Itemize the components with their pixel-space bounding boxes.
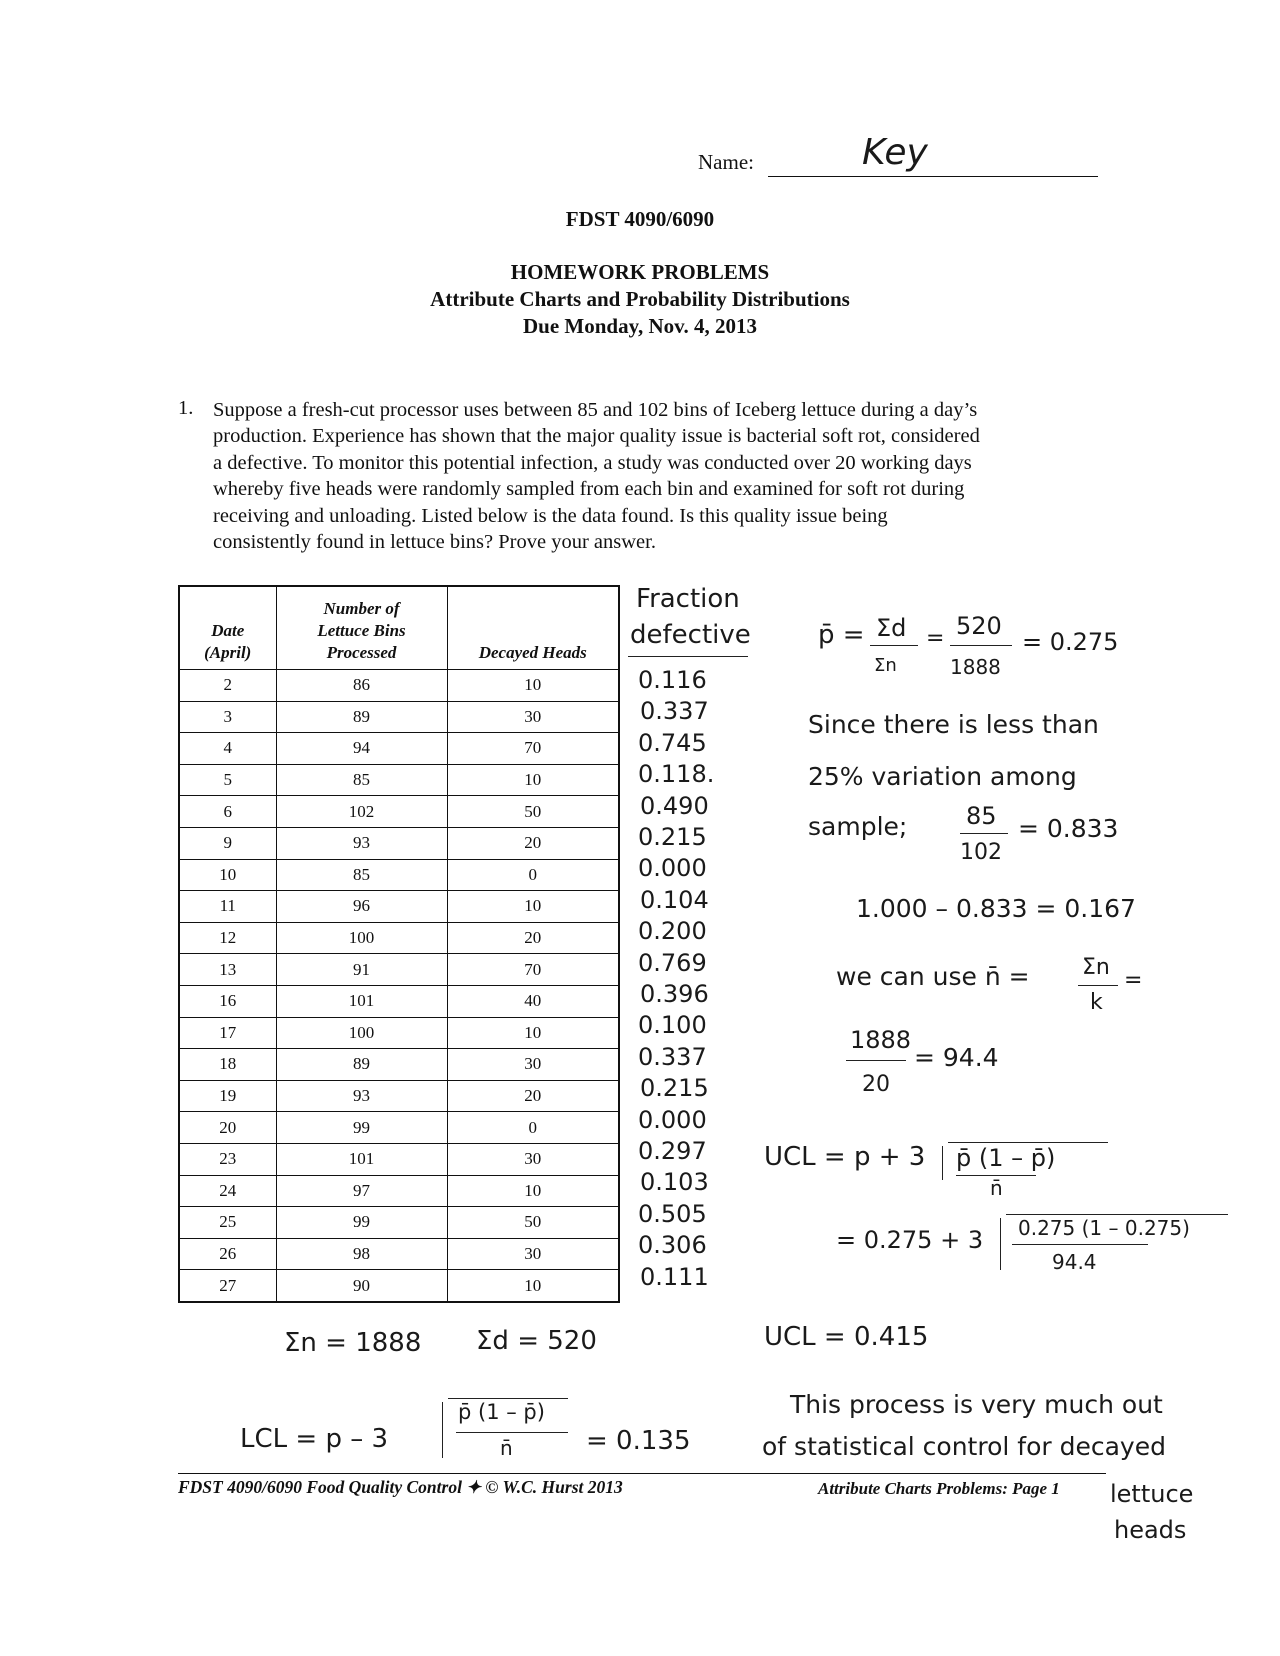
fraction-value: 0.111 (640, 1262, 709, 1291)
cell-date: 4 (179, 733, 276, 765)
fraction-value: 0.745 (638, 728, 707, 757)
pbar-num: Σd (876, 614, 907, 642)
table-row (179, 796, 619, 828)
radical-sign (942, 1146, 943, 1180)
cell-date: 5 (179, 764, 276, 796)
nbar-calc-den: 20 (862, 1072, 890, 1097)
fraction-value: 0.337 (638, 1042, 707, 1071)
table-row (179, 1112, 619, 1144)
problem-text (213, 397, 1113, 555)
fraction-value: 0.100 (638, 1011, 707, 1040)
fraction-value: 0.297 (638, 1137, 707, 1165)
cell-bins: 99 (276, 1112, 447, 1144)
header-bins (276, 586, 447, 670)
ratio-den: 102 (960, 840, 1002, 865)
cell-decayed: 50 (447, 796, 619, 828)
cell-date: 6 (179, 796, 276, 828)
cell-date: 3 (179, 701, 276, 733)
lcl-result: = 0.135 (586, 1426, 691, 1456)
table-row (179, 891, 619, 923)
ucl-label: UCL = p + 3 (764, 1142, 926, 1172)
fraction-bar (846, 1060, 906, 1061)
note-since-3: sample; (808, 812, 908, 841)
ucl-calc-prefix: = 0.275 + 3 (836, 1226, 984, 1254)
problem-line: Suppose a fresh-cut processor uses between 85 and 102 bins of Iceberg lettuce during a day’s (213, 399, 978, 421)
cell-bins: 89 (276, 701, 447, 733)
cell-bins: 85 (276, 764, 447, 796)
cell-decayed: 70 (447, 733, 619, 765)
equals-sign: = (1124, 968, 1143, 993)
cell-bins: 90 (276, 1270, 447, 1302)
pbar-lhs: p̄ = (818, 620, 865, 650)
ucl-calc-inner-num: 0.275 (1 – 0.275) (1018, 1216, 1190, 1240)
radical-bar (448, 1398, 568, 1399)
fraction-value: 0.505 (638, 1199, 707, 1228)
table-row (179, 985, 619, 1017)
table-row (179, 764, 619, 796)
cell-decayed: 30 (447, 1049, 619, 1081)
header-bins-line: Number of (323, 599, 400, 618)
fraction-header: defective (630, 620, 751, 650)
fraction-bar (1078, 985, 1118, 986)
cell-bins: 91 (276, 954, 447, 986)
fraction-value: 0.104 (640, 885, 709, 914)
fraction-value: 0.306 (638, 1231, 707, 1260)
table-row (179, 1175, 619, 1207)
use-nbar: we can use n̄ = (836, 962, 1030, 991)
header-date-line: (April) (204, 643, 252, 662)
cell-date: 9 (179, 827, 276, 859)
cell-decayed: 0 (447, 859, 619, 891)
cell-bins: 101 (276, 1143, 447, 1175)
table-row (179, 954, 619, 986)
table-row (179, 1080, 619, 1112)
cell-decayed: 20 (447, 1080, 619, 1112)
cell-decayed: 10 (447, 1175, 619, 1207)
cell-decayed: 10 (447, 891, 619, 923)
note-since-2: 25% variation among (808, 762, 1077, 791)
cell-decayed: 40 (447, 985, 619, 1017)
nbar-result: = 94.4 (914, 1043, 999, 1072)
fraction-value: 0.337 (640, 697, 709, 726)
homework-subtitle: Attribute Charts and Probability Distributions (430, 287, 850, 311)
ucl-inner-num: p̄ (1 – p̄) (956, 1144, 1056, 1172)
header-date (179, 586, 276, 670)
cell-date: 16 (179, 985, 276, 1017)
cell-date: 13 (179, 954, 276, 986)
table-row (179, 1017, 619, 1049)
cell-date: 19 (179, 1080, 276, 1112)
radical-bar (948, 1142, 1108, 1143)
ratio-result: = 0.833 (1018, 814, 1119, 843)
problem-line: whereby five heads were randomly sampled from each bin and examined for soft rot during (213, 478, 965, 501)
table-row (179, 670, 619, 702)
table-row (179, 733, 619, 765)
cell-date: 23 (179, 1143, 276, 1175)
header-decayed-line: Decayed Heads (478, 643, 587, 662)
equals-sign: = (926, 626, 945, 651)
sum-n: Σn = 1888 (284, 1328, 422, 1358)
fraction-value: 0.000 (638, 854, 707, 883)
fraction-value: 0.103 (640, 1168, 709, 1197)
fraction-header: Fraction (636, 584, 740, 614)
table-row (179, 827, 619, 859)
homework-title: HOMEWORK PROBLEMS (510, 260, 770, 284)
cell-bins: 101 (276, 985, 447, 1017)
table-body (179, 670, 619, 1302)
cell-bins: 86 (276, 670, 447, 702)
cell-decayed: 30 (447, 701, 619, 733)
cell-date: 17 (179, 1017, 276, 1049)
table-row (179, 1238, 619, 1270)
due-date: Due Monday, Nov. 4, 2013 (523, 314, 757, 338)
diff-line: 1.000 – 0.833 = 0.167 (856, 894, 1136, 923)
cell-bins: 100 (276, 1017, 447, 1049)
footer-rule (178, 1473, 1106, 1474)
cell-date: 18 (179, 1049, 276, 1081)
cell-decayed: 30 (447, 1143, 619, 1175)
data-table (178, 585, 620, 1303)
radical-sign (442, 1402, 443, 1458)
cell-date: 10 (179, 859, 276, 891)
cell-date: 12 (179, 922, 276, 954)
fraction-bar (870, 645, 918, 646)
name-value: Key (862, 132, 928, 173)
footer-right: Attribute Charts Problems: Page 1 (818, 1479, 1060, 1498)
nbar-den: k (1090, 990, 1103, 1015)
fraction-bar (950, 645, 1012, 646)
ratio-num: 85 (966, 802, 997, 830)
course-code: FDST 4090/6090 (565, 207, 715, 231)
cell-decayed: 10 (447, 764, 619, 796)
problem-line: consistently found in lettuce bins? Prove your answer. (213, 531, 656, 554)
lcl-inner-den: n̄ (500, 1436, 513, 1460)
nbar-calc-num: 1888 (850, 1026, 912, 1054)
table-row (179, 1270, 619, 1302)
header-bins-line: Lettuce Bins (317, 621, 406, 640)
name-line (768, 176, 1098, 177)
name-label: Name: (698, 150, 754, 174)
cell-decayed: 50 (447, 1207, 619, 1239)
cell-bins: 89 (276, 1049, 447, 1081)
fraction-value: 0.116 (638, 666, 707, 694)
pbar-den: Σn (874, 655, 897, 676)
cell-decayed: 20 (447, 922, 619, 954)
cell-decayed: 30 (447, 1238, 619, 1270)
fraction-value: 0.215 (640, 1074, 709, 1103)
table-row (179, 701, 619, 733)
conclusion-line: This process is very much out (790, 1390, 1163, 1419)
fraction-bar (960, 833, 1008, 834)
sum-d: Σd = 520 (476, 1326, 597, 1356)
cell-bins: 93 (276, 1080, 447, 1112)
cell-date: 25 (179, 1207, 276, 1239)
lcl-inner-num: p̄ (1 – p̄) (458, 1400, 545, 1424)
ucl-result: UCL = 0.415 (764, 1322, 929, 1352)
cell-decayed: 0 (447, 1112, 619, 1144)
lcl-label: LCL = p – 3 (240, 1424, 389, 1454)
footer-left: FDST 4090/6090 Food Quality Control ✦ © W.C. Hurst 2013 (178, 1477, 623, 1497)
header-decayed (447, 586, 619, 670)
cell-date: 11 (179, 891, 276, 923)
fraction-value: 0.769 (638, 948, 707, 977)
radical-bar (1006, 1214, 1228, 1215)
cell-date: 20 (179, 1112, 276, 1144)
header-date-line: Date (211, 621, 245, 640)
conclusion-line: heads (1114, 1516, 1187, 1544)
fraction-value: 0.490 (640, 791, 709, 820)
header-bins-line: Processed (326, 643, 397, 662)
ucl-inner-den: n̄ (990, 1176, 1003, 1200)
cell-bins: 85 (276, 859, 447, 891)
fraction-value: 0.200 (638, 917, 707, 946)
table-row (179, 859, 619, 891)
problem-line: production. Experience has shown that the major quality issue is bacterial soft rot, considered (213, 425, 980, 448)
cell-bins: 93 (276, 827, 447, 859)
fraction-bar (1012, 1244, 1148, 1245)
cell-date: 2 (179, 670, 276, 702)
cell-bins: 97 (276, 1175, 447, 1207)
note-since-1: Since there is less than (808, 710, 1099, 739)
table-header-row (179, 586, 619, 670)
fraction-value: 0.215 (638, 823, 707, 851)
cell-bins: 102 (276, 796, 447, 828)
cell-bins: 94 (276, 733, 447, 765)
conclusion-line: lettuce (1110, 1480, 1194, 1508)
fraction-header-underline (628, 656, 748, 657)
table-row (179, 1049, 619, 1081)
cell-decayed: 10 (447, 1270, 619, 1302)
pbar-den2: 1888 (950, 655, 1001, 679)
fraction-value: 0.396 (640, 980, 709, 1008)
cell-bins: 99 (276, 1207, 447, 1239)
radical-sign (1000, 1218, 1001, 1270)
problem-line: receiving and unloading. Listed below is the data found. Is this quality issue being (213, 504, 888, 527)
cell-date: 27 (179, 1270, 276, 1302)
cell-bins: 100 (276, 922, 447, 954)
cell-decayed: 10 (447, 1017, 619, 1049)
ucl-calc-inner-den: 94.4 (1052, 1250, 1097, 1274)
cell-bins: 96 (276, 891, 447, 923)
fraction-value: 0.118. (638, 760, 715, 789)
cell-date: 24 (179, 1175, 276, 1207)
cell-date: 26 (179, 1238, 276, 1270)
conclusion-line: of statistical control for decayed (762, 1432, 1166, 1461)
table-row (179, 1207, 619, 1239)
table-row (179, 922, 619, 954)
table-row (179, 1143, 619, 1175)
fraction-bar (456, 1432, 568, 1433)
cell-decayed: 10 (447, 670, 619, 702)
nbar-num: Σn (1082, 955, 1110, 980)
problem-number: 1. (178, 397, 194, 419)
problem-line: a defective. To monitor this potential infection, a study was conducted over 20 working days (213, 451, 972, 474)
cell-decayed: 70 (447, 954, 619, 986)
cell-decayed: 20 (447, 827, 619, 859)
fraction-value: 0.000 (638, 1105, 707, 1134)
cell-bins: 98 (276, 1238, 447, 1270)
pbar-num2: 520 (956, 612, 1002, 640)
pbar-result: = 0.275 (1022, 628, 1119, 656)
